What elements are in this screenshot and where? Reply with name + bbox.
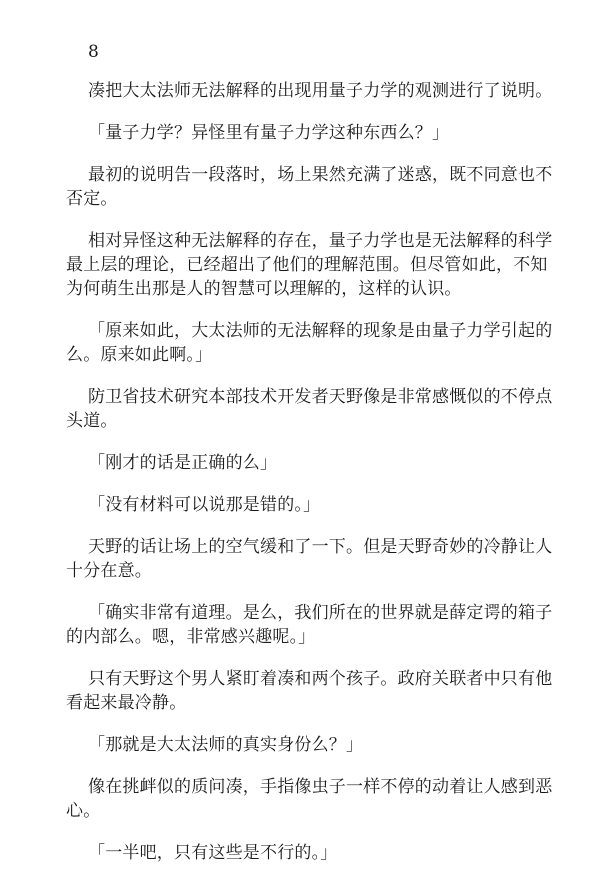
paragraph: 只有天野这个男人紧盯着凑和两个孩子。政府关联者中只有他看起来最冷静。	[66, 669, 553, 713]
paragraph: 「刚才的话是正确的么」	[88, 453, 278, 473]
paragraph: 「那就是大太法师的真实身份么？」	[88, 735, 364, 755]
paragraph: 像在挑衅似的质问凑，手指像虫子一样不停的动着让人感到恶心。	[66, 777, 553, 821]
paragraph: 最初的说明告一段落时，场上果然充满了迷惑，既不同意也不否定。	[66, 165, 553, 209]
paragraph: 「原来如此，大太法师的无法解释的现象是由量子力学引起的么。原来如此啊。」	[66, 321, 553, 365]
paragraph: 天野的话让场上的空气缓和了一下。但是天野奇妙的冷静让人十分在意。	[66, 537, 553, 581]
paragraph: 「一半吧，只有这些是不行的。」	[88, 843, 338, 863]
paragraph: 「量子力学？异怪里有量子力学这种东西么？」	[88, 123, 450, 143]
text-body	[66, 79, 554, 883]
paragraph: 相对异怪这种无法解释的存在，量子力学也是无法解释的科学最上层的理论，已经超出了他们的理解范围。但尽管如此，不知为何萌生出那是人的智慧可以理解的，这样的认识。	[66, 231, 553, 299]
paragraph: 凑把大太法师无法解释的出现用量子力学的观测进行了说明。	[88, 81, 553, 101]
paragraph: 「确实非常有道理。是么，我们所在的世界就是薛定谔的箱子的内部么。嗯，非常感兴趣呢。」	[66, 603, 553, 647]
paragraph: 「没有材料可以说那是错的。」	[88, 495, 321, 515]
page-number: 8	[88, 42, 99, 62]
paragraph: 防卫省技术研究本部技术开发者天野像是非常感慨似的不停点头道。	[66, 387, 553, 431]
